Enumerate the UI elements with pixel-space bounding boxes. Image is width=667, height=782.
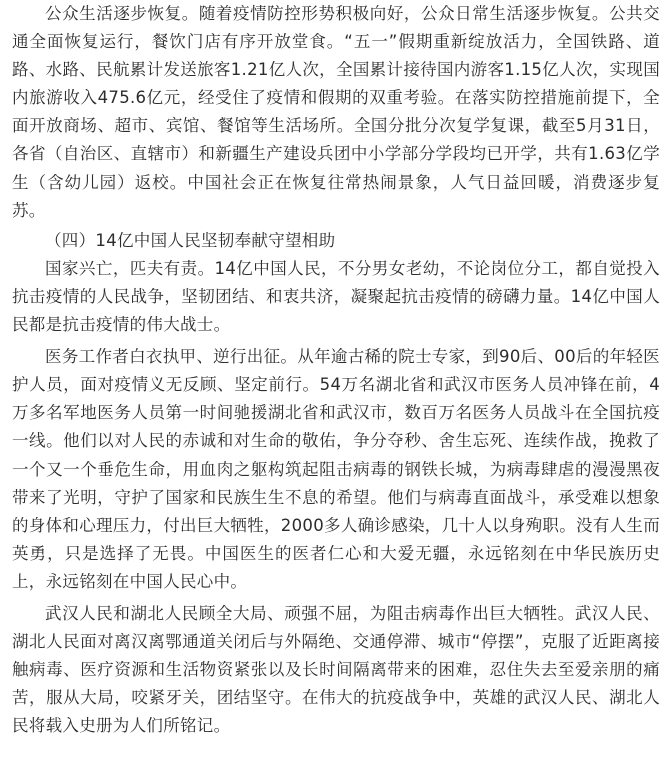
paragraph-national-duty: 国家兴亡，匹夫有责。14亿中国人民，不分男女老幼，不论岗位分工，都自觉投入抗击疫情的人民战争，坚韧团结、和衷共济，凝聚起抗击疫情的磅礴力量。14亿中国人民都是抗击疫情的伟大战士。 [12, 258, 660, 335]
paragraph-medical-workers: 医务工作者白衣执甲、逆行出征。从年逾古稀的院士专家，到90后、00后的年轻医护人员，面对疫情义无反顾、坚定前行。54万名湖北省和武汉市医务人员冲锋在前，4万多名军地医务人员第一时间驰援湖北省和武汉市，数百万名医务人员战斗在全国抗疫一线。他们以对人民的赤诚和对生命的敬佑，争分夺秒、舍生忘死、连续作战，挽救了一个又一个垂危生命，用血肉之躯构筑起阻击病毒的钢铁长城，为病毒肆虐的漫漫黑夜带来了光明，守护了国家和民族生生不息的希望。他们与病毒直面战斗，承受难以想象的身体和心理压力，付出巨大牺牲，2000多人确诊感染，几十人以身殉职。没有人生而英勇，只是选择了无畏。中国医生的医者仁心和大爱无疆，永远铭刻在中华民族历史上，永远铭刻在中国人民心中。 [12, 347, 660, 591]
section-heading: （四）14亿中国人民坚韧奉献守望相助 [45, 230, 336, 250]
paragraph-wuhan-hubei: 武汉人民和湖北人民顾全大局、顽强不屈，为阻击病毒作出巨大牺牲。武汉人民、湖北人民面对离汉离鄂通道关闭后与外隔绝、交通停滞、城市“停摆”，克服了近距离接触病毒、医疗资源和生活物资紧张以及长时间隔离带来的困难，忍住失去至爱亲朋的痛苦，服从大局，咬紧牙关，团结坚守。在伟大的抗疫战争中，英雄的武汉人民、湖北人民将载入史册为人们所铭记。 [12, 603, 660, 736]
paragraph-public-life: 公众生活逐步恢复。随着疫情防控形势积极向好，公众日常生活逐步恢复。公共交通全面恢复运行，餐饮门店有序开放堂食。“五一”假期重新绽放活力，全国铁路、道路、水路、民航累计发送旅客1.21亿人次，全国累计接待国内游客1.15亿人次，实现国内旅游收入475.6亿元，经受住了疫情和假期的双重考验。在落实防控措施前提下，全面开放商场、超市、宾馆、餐馆等生活场所。全国分批分次复学复课，截至5月31日，各省（自治区、直辖市）和新疆生产建设兵团中小学部分学段均已开学，共有1.63亿学生（含幼儿园）返校。中国社会正在恢复往常热闹景象，人气日益回暖，消费逐步复苏。 [12, 4, 660, 220]
